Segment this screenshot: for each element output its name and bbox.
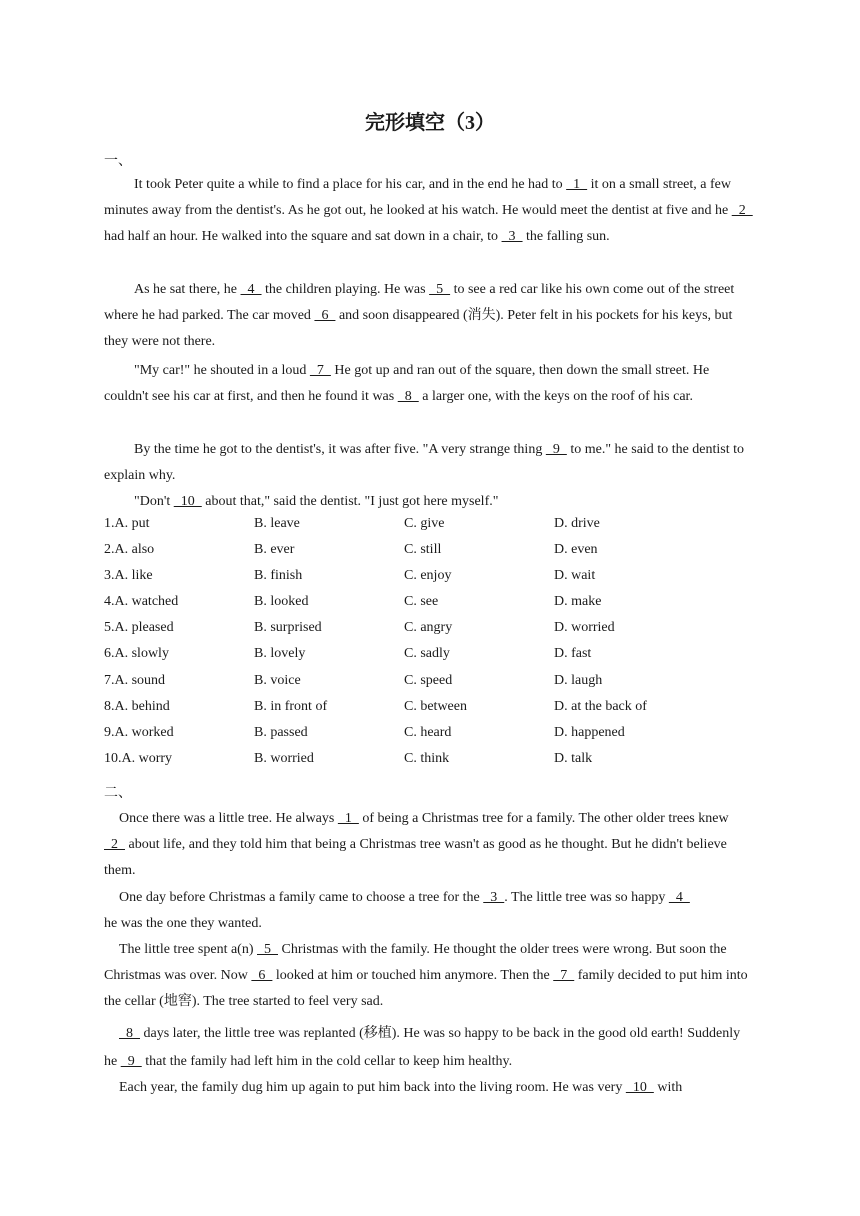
passage-text: to me." he said to the dentist to explain why.	[104, 442, 745, 484]
passage-text: "Don't	[134, 494, 174, 509]
section-2-label: 二、	[104, 786, 132, 801]
passage-text: that the family had left him in the cold cellar to keep him healthy.	[141, 1054, 513, 1069]
passage-text: to see a red car like his own come out of the street where he had parked. The car moved	[104, 282, 735, 324]
option-choice: C. speed	[404, 672, 453, 688]
answer-blank: 1	[566, 177, 588, 192]
answer-blank: 7	[309, 363, 331, 378]
passage-text: family decided to put him into the cellar (地窖). The tree started to feel very sad.	[104, 968, 748, 1010]
option-choice: D. wait	[554, 568, 596, 584]
option-choice: D. at the back of	[554, 698, 647, 714]
passage-text: Christmas with the family. He thought the older trees were wrong. But soon the Christmas was over. Now	[104, 942, 727, 984]
answer-blank: 3	[483, 890, 505, 905]
answer-blank: 9	[545, 442, 567, 457]
passage-text: . The little tree was so happy	[504, 890, 669, 905]
passage-2-paragraph	[104, 1075, 756, 1101]
option-choice: C. angry	[404, 620, 453, 636]
passage-text: "My car!" he shouted in a loud	[134, 363, 310, 378]
passage-text: had half an hour. He walked into the square and sat down in a chair, to	[104, 229, 502, 245]
option-choice: C. sadly	[404, 646, 450, 662]
answer-blank: 6	[251, 968, 273, 984]
passage-text: he was the one they wanted.	[104, 916, 262, 932]
option-choice: 6.A. slowly	[104, 646, 169, 662]
option-choice: 10.A. worry	[104, 750, 173, 766]
passage-text: a larger one, with the keys on the roof of his car.	[418, 389, 693, 405]
option-choice: B. voice	[254, 672, 301, 688]
answer-blank: 7	[553, 968, 575, 984]
option-choice: D. make	[554, 594, 602, 610]
option-choice: B. leave	[254, 516, 300, 531]
option-choice: C. think	[404, 750, 450, 766]
passage-text: Each year, the family dug him up again to put him back into the living room. He was very	[119, 1080, 626, 1095]
option-choice: C. give	[404, 516, 445, 531]
answer-blank: 1	[337, 811, 359, 826]
option-choice: B. finish	[254, 568, 303, 584]
passage-1-paragraph	[104, 489, 754, 515]
option-choice: D. fast	[554, 646, 592, 662]
passage-1-paragraph	[104, 277, 744, 356]
passage-text: about that," said the dentist. "I just got here myself."	[201, 494, 499, 509]
passage-text: the falling sun.	[522, 229, 610, 245]
passage-text: it on a small street, a few minutes away from the dentist's. As he got out, he looked at his watch. He would meet the dentist at five and he	[104, 177, 732, 219]
passage-1-paragraph	[104, 358, 756, 410]
section-1-label: 一、	[104, 154, 132, 169]
option-choice: D. laugh	[554, 672, 603, 688]
option-choice: B. ever	[254, 542, 295, 558]
option-choice: B. surprised	[254, 620, 322, 636]
answer-blank: 6	[314, 308, 336, 324]
passage-text: and soon disappeared (消失). Peter felt in his pockets for his keys, but they were not there.	[104, 308, 733, 350]
option-choice: 1.A. put	[104, 516, 150, 531]
option-choice: 8.A. behind	[104, 698, 170, 714]
answer-blank: 3	[501, 229, 523, 245]
passage-text: days later, the little tree was replanted (移植). He was so happy to be back in the good old earth! Suddenly he	[104, 1026, 741, 1069]
passage-text: He got up and ran out of the square, then down the small street. He couldn't see his car at first, and then he found it was	[104, 363, 710, 405]
answer-blank: 4	[668, 890, 690, 905]
passage-text: of being a Christmas tree for a family. The other older trees knew	[358, 811, 729, 826]
option-choice: D. worried	[554, 620, 615, 636]
passage-2-paragraph	[104, 1020, 756, 1076]
option-choice: B. passed	[254, 724, 308, 740]
option-choice: C. between	[404, 698, 467, 714]
passage-text: One day before Christmas a family came to choose a tree for the	[119, 890, 484, 905]
passage-text: about life, and they told him that being a Christmas tree wasn't as good as he thought. But he didn't believe them.	[104, 837, 727, 879]
option-choice: D. happened	[554, 724, 625, 740]
option-choice: B. worried	[254, 750, 314, 766]
answer-blank: 10	[625, 1080, 654, 1095]
passage-text: the children playing. He was	[261, 282, 430, 297]
answer-blank: 10	[173, 494, 202, 509]
passage-text: It took Peter quite a while to find a place for his car, and in the end he had to	[134, 177, 567, 192]
passage-text: As he sat there, he	[134, 282, 241, 297]
option-choice: C. still	[404, 542, 442, 558]
passage-text: The little tree spent a(n)	[119, 942, 257, 957]
answer-blank: 8	[397, 389, 419, 405]
option-choice: 5.A. pleased	[104, 620, 174, 636]
option-choice: D. talk	[554, 750, 593, 766]
option-choice: 4.A. watched	[104, 594, 179, 610]
passage-2-paragraph	[104, 885, 704, 937]
answer-blank: 2	[104, 837, 125, 853]
passage-2-paragraph	[104, 806, 738, 885]
option-choice: B. lovely	[254, 646, 306, 662]
answer-blank: 4	[240, 282, 262, 297]
passage-text: By the time he got to the dentist's, it was after five. "A very strange thing	[134, 442, 546, 457]
option-choice: 2.A. also	[104, 542, 155, 558]
option-choice: B. in front of	[254, 698, 328, 714]
answer-blank: 5	[257, 942, 278, 957]
option-choice: C. heard	[404, 724, 452, 740]
answer-blank: 5	[429, 282, 451, 297]
passage-1-paragraph	[104, 172, 756, 251]
option-choice: D. drive	[554, 516, 600, 531]
answer-blank: 8	[119, 1026, 140, 1041]
page-title: 完形填空（3）	[365, 112, 495, 134]
answer-blank: 2	[731, 203, 753, 219]
option-choice: 3.A. like	[104, 568, 153, 584]
option-choice: C. enjoy	[404, 568, 452, 584]
option-choice: D. even	[554, 542, 598, 558]
option-choice: 9.A. worked	[104, 724, 174, 740]
passage-text: looked at him or touched him anymore. Then the	[272, 968, 554, 984]
option-choice: B. looked	[254, 594, 309, 610]
answer-blank: 9	[120, 1054, 142, 1069]
option-choice: 7.A. sound	[104, 672, 166, 688]
passage-2-paragraph	[104, 937, 752, 1016]
option-choice: C. see	[404, 594, 439, 610]
passage-text: with	[653, 1080, 683, 1095]
passage-1-paragraph	[104, 437, 756, 489]
passage-text: Once there was a little tree. He always	[119, 811, 338, 826]
